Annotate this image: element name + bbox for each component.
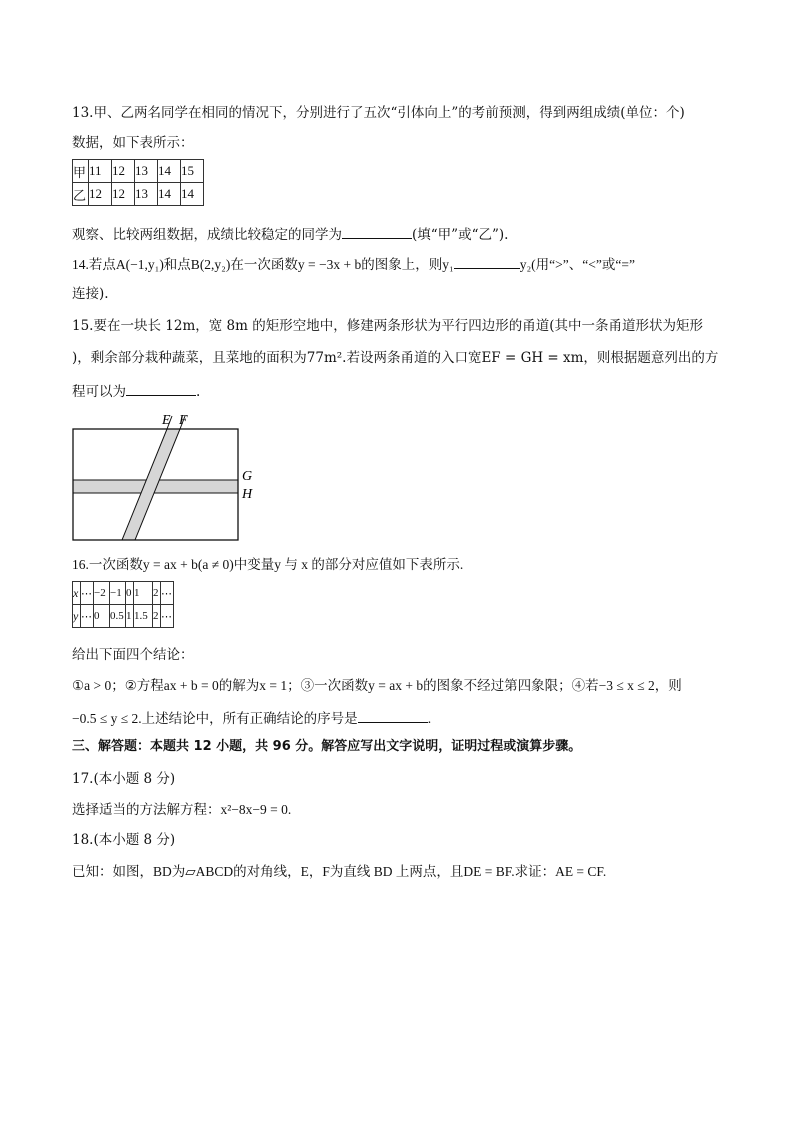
table-cell: −2 [94,582,110,605]
table-cell: 0 [126,582,134,605]
table-cell: 12 [112,183,135,206]
label-g: G [242,469,253,484]
table-row [73,183,204,206]
table-cell: 14 [158,183,181,206]
table-cell: 0 [94,605,110,628]
table-row [73,160,204,183]
q13-score-table [72,159,204,206]
q18-body: 已知：如图，BD为▱ABCD的对角线，E，F为直线 BD 上两点，且DE = BF.求证：AE = CF. [72,864,607,879]
table-cell: 2 [153,582,161,605]
q13-line3 [72,224,508,244]
q15-line3-end: . [196,384,201,400]
q16-line4-text: −0.5 ≤ y ≤ 2.上述结论中，所有正确结论的序号是 [72,711,358,726]
q14-line2: 连接). [72,286,109,302]
table-cell: x [73,582,81,605]
table-row [73,605,174,628]
q15-line3-text: 程可以为 [72,384,126,400]
q14-text-a: 14.若点A(−1,y₁)和点B(2,y₂)在一次函数y = −3x + b的图象上，则y₁ [72,257,454,272]
section-3-heading: 三、解答题：本题共 12 小题，共 96 分。解答应写出文字说明，证明过程或演算步骤。 [72,739,582,754]
q14-line1 [72,254,635,274]
table-cell: 14 [181,183,204,206]
q16-line2: 给出下面四个结论： [72,647,194,663]
q15-garden-figure [66,406,266,546]
table-cell: 13 [135,183,158,206]
q18-heading: 18.(本小题 8 分) [72,832,176,848]
table-cell: ⋯ [81,582,94,605]
table-cell: −1 [110,582,126,605]
q16-line4-end: . [427,711,432,726]
q16-line4 [72,708,431,728]
q13-line3-end: (填“甲”或“乙”). [412,227,509,243]
table-cell: 12 [112,160,135,183]
table-cell: 1 [134,582,153,605]
table-cell: 甲 [73,160,89,183]
table-cell: 0.5 [110,605,126,628]
q16-line1: 16.一次函数y = ax + b(a ≠ 0)中变量y 与 x 的部分对应值如下表所示. [72,557,464,572]
label-h: H [242,487,253,502]
table-cell: 2 [153,605,161,628]
table-cell: 12 [89,183,112,206]
table-cell: 14 [158,160,181,183]
q15-line1: 15.要在一块长 12m，宽 8m 的矩形空地中，修建两条形状为平行四边形的甬道(其中一条甬道形状为矩形 [72,318,703,334]
q14-text-b: y₂(用“>”、“<”或“=” [519,257,635,272]
table-cell: 1 [126,605,134,628]
label-e: E [162,413,171,428]
table-cell: 13 [135,160,158,183]
table-cell: ⋯ [161,582,174,605]
table-cell: y [73,605,81,628]
answer-blank [126,381,196,396]
table-cell: 乙 [73,183,89,206]
q16-line3: ①a > 0；②方程ax + b = 0的解为x = 1；③一次函数y = ax + b的图象不经过第四象限；④若−3 ≤ x ≤ 2，则 [72,678,682,693]
answer-blank [342,224,412,239]
label-f: F [179,413,188,428]
answer-blank [358,708,428,723]
table-cell: 1.5 [134,605,153,628]
table-row [73,582,174,605]
q16-value-table [72,581,174,628]
table-cell: 15 [181,160,204,183]
q13-line2: 数据，如下表所示： [72,135,194,151]
q15-line2: )，剩余部分栽种蔬菜，且菜地的面积为77m².若设两条甬道的入口宽EF = GH = xm，则根据题意列出的方 [72,350,719,366]
table-cell: 11 [89,160,112,183]
q17-body: 选择适当的方法解方程：x²−8x−9 = 0. [72,802,292,817]
q17-heading: 17.(本小题 8 分) [72,771,176,787]
q13-line3-text: 观察、比较两组数据，成绩比较稳定的同学为 [72,227,342,243]
table-cell: ⋯ [161,605,174,628]
table-cell: ⋯ [81,605,94,628]
q13-line1: 13.甲、乙两名同学在相同的情况下，分别进行了五次“引体向上”的考前预测，得到两组成绩(单位：个) [72,105,685,121]
q15-line3 [72,381,200,401]
answer-blank [454,254,520,269]
